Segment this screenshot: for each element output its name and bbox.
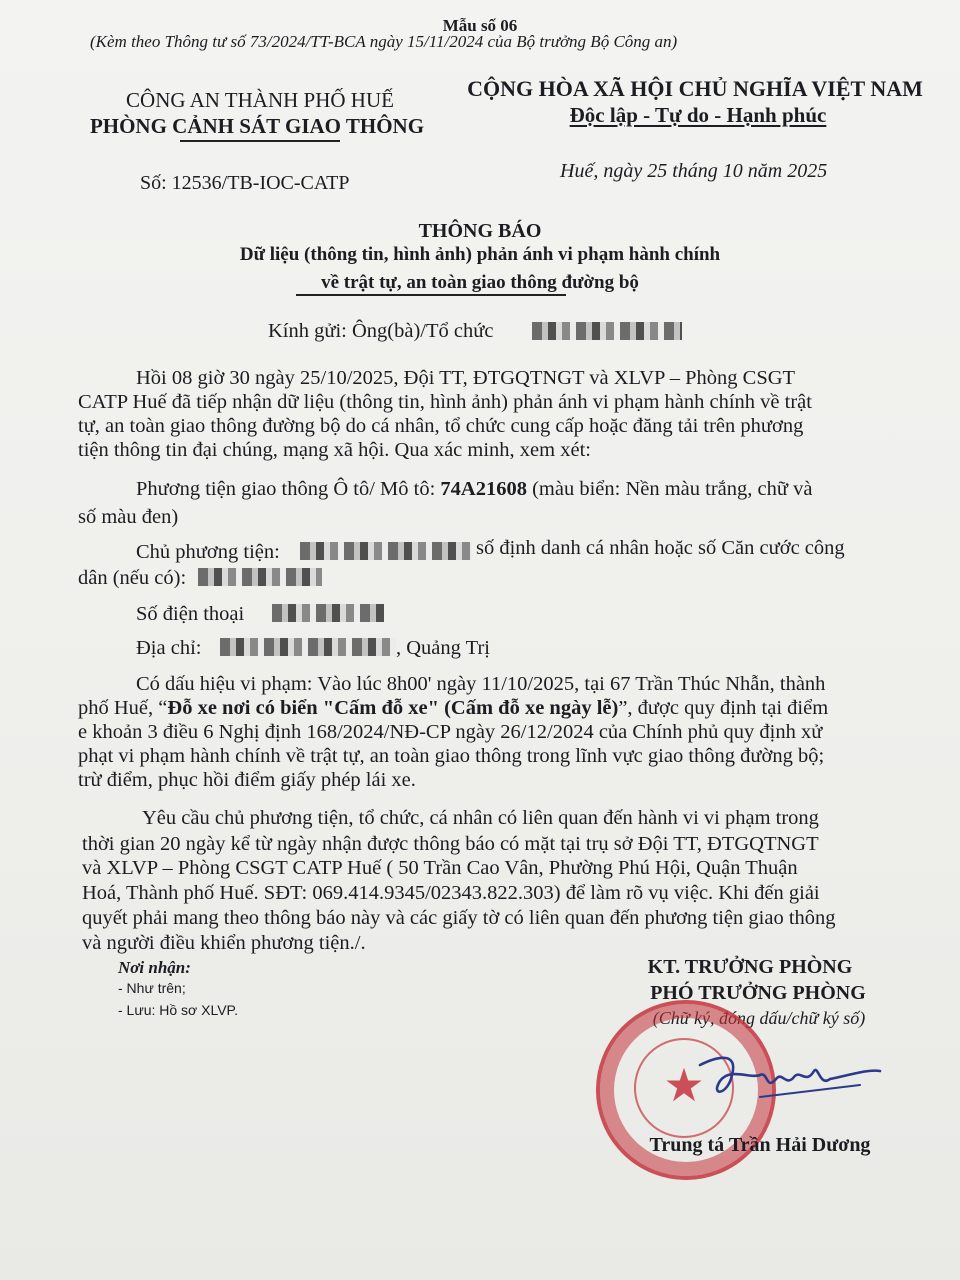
phone-label: Số điện thoại (136, 603, 245, 625)
request-line: Hoá, Thành phố Huế. SĐT: 069.414.9345/02343.822.303) để làm rõ vụ việc. Khi đến giải (82, 882, 820, 904)
request-line: thời gian 20 ngày kể từ ngày nhận được thông báo có mặt tại trụ sở Đội TT, ĐTGQTNGT (82, 833, 819, 855)
notice-title: THÔNG BÁO (418, 220, 542, 242)
subtitle-underline (296, 294, 566, 296)
request-line: và người điều khiển phương tiện./. (82, 932, 366, 954)
owner-id-text: số định danh cá nhân hoặc số Căn cước công (476, 537, 845, 559)
violation-line2 (78, 696, 828, 721)
owner-label: Chủ phương tiện: (136, 541, 280, 563)
violation-line: phạt vi phạm hành chính về trật tự, an toàn giao thông trong lĩnh vực giao thông đường bộ; (78, 745, 825, 767)
vehicle-line (136, 477, 812, 502)
request-line: Yêu cầu chủ phương tiện, tổ chức, cá nhân có liên quan đến hành vi vi phạm trong (142, 807, 819, 829)
violation-line: trừ điểm, phục hồi điểm giấy phép lái xe. (78, 769, 416, 791)
address-label: Địa chỉ: (136, 637, 202, 659)
redacted-phone (272, 604, 384, 622)
department-underline (180, 140, 340, 142)
handwritten-signature (690, 1035, 890, 1125)
star-icon: ★ (663, 1058, 705, 1112)
redacted-id-number (198, 568, 322, 586)
signer-title-2: PHÓ TRƯỞNG PHÒNG (650, 982, 866, 1004)
violation-line: Có dấu hiệu vi phạm: Vào lúc 8h00' ngày 11/10/2025, tại 67 Trần Thúc Nhẫn, thành (136, 673, 826, 695)
request-line: quyết phải mang theo thông báo này và các giấy tờ có liên quan đến phương tiện giao thông (82, 907, 836, 929)
plate-note-line2: số màu đen) (78, 506, 179, 528)
paragraph-line: tiện thông tin đại chúng, mạng xã hội. Qua xác minh, xem xét: (78, 439, 591, 461)
document-number: Số: 12536/TB-IOC-CATP (140, 172, 350, 194)
license-plate: 74A21608 (440, 478, 527, 500)
signer-name: Trung tá Trần Hải Dương (649, 1134, 871, 1156)
vehicle-label: Phương tiện giao thông Ô tô/ Mô tô: (136, 478, 436, 500)
redacted-recipient (532, 322, 682, 340)
paragraph-line: tự, an toàn giao thông đường bộ do cá nhân, tổ chức cung cấp hoặc đăng tải trên phương (78, 415, 804, 437)
notice-subtitle-line1: Dữ liệu (thông tin, hình ảnh) phản ánh vi phạm hành chính (239, 244, 721, 265)
notice-subtitle-line2: về trật tự, an toàn giao thông đường bộ (321, 272, 639, 293)
paragraph-line: CATP Huế đã tiếp nhận dữ liệu (thông tin, hình ảnh) phản ánh vi phạm hành chính về trật (78, 391, 812, 413)
redacted-address (220, 638, 396, 656)
violation-description: Đỗ xe nơi có biển "Cấm đỗ xe" (Cấm đỗ xe ngày lễ) (167, 697, 619, 719)
request-line: và XLVP – Phòng CSGT CATP Huế ( 50 Trần Cao Vân, Phường Phú Hội, Quận Thuận (82, 857, 798, 879)
recipient-item: - Lưu: Hồ sơ XLVP. (118, 1002, 238, 1018)
recipients-label: Nơi nhận: (118, 958, 191, 977)
violation-suffix: ”, được quy định tại điểm (618, 697, 829, 719)
owner-id-text-line2: dân (nếu có): (78, 567, 187, 589)
address-province: , Quảng Trị (396, 637, 490, 659)
form-number: Mẫu số 06 (442, 16, 518, 35)
violation-prefix: phố Huế, “ (78, 697, 168, 719)
recipient-label: Kính gửi: Ông(bà)/Tổ chức (268, 320, 494, 342)
form-reference: (Kèm theo Thông tư số 73/2024/TT-BCA ngày 15/11/2024 của Bộ trưởng Bộ Công an) (90, 32, 678, 51)
national-motto: Độc lập - Tự do - Hạnh phúc (569, 103, 827, 127)
country-name: CỘNG HÒA XÃ HỘI CHỦ NGHĨA VIỆT NAM (467, 76, 923, 101)
department-name: PHÒNG CẢNH SÁT GIAO THÔNG (89, 114, 425, 138)
violation-line: e khoản 3 điều 6 Nghị định 168/2024/NĐ-CP ngày 26/12/2024 của Chính phủ quy định xử (78, 721, 823, 743)
plate-note: (màu biển: Nền màu trắng, chữ và (532, 478, 813, 500)
agency-name: CÔNG AN THÀNH PHỐ HUẾ (126, 88, 394, 112)
signer-title-1: KT. TRƯỞNG PHÒNG (647, 956, 853, 978)
place-date: Huế, ngày 25 tháng 10 năm 2025 (560, 160, 828, 182)
recipient-item: - Như trên; (118, 980, 186, 996)
redacted-owner-name (300, 542, 472, 560)
signature-note: (Chữ ký, đóng dấu/chữ ký số) (652, 1008, 866, 1028)
paragraph-line: Hồi 08 giờ 30 ngày 25/10/2025, Đội TT, ĐTGQTNGT và XLVP – Phòng CSGT (136, 367, 796, 389)
